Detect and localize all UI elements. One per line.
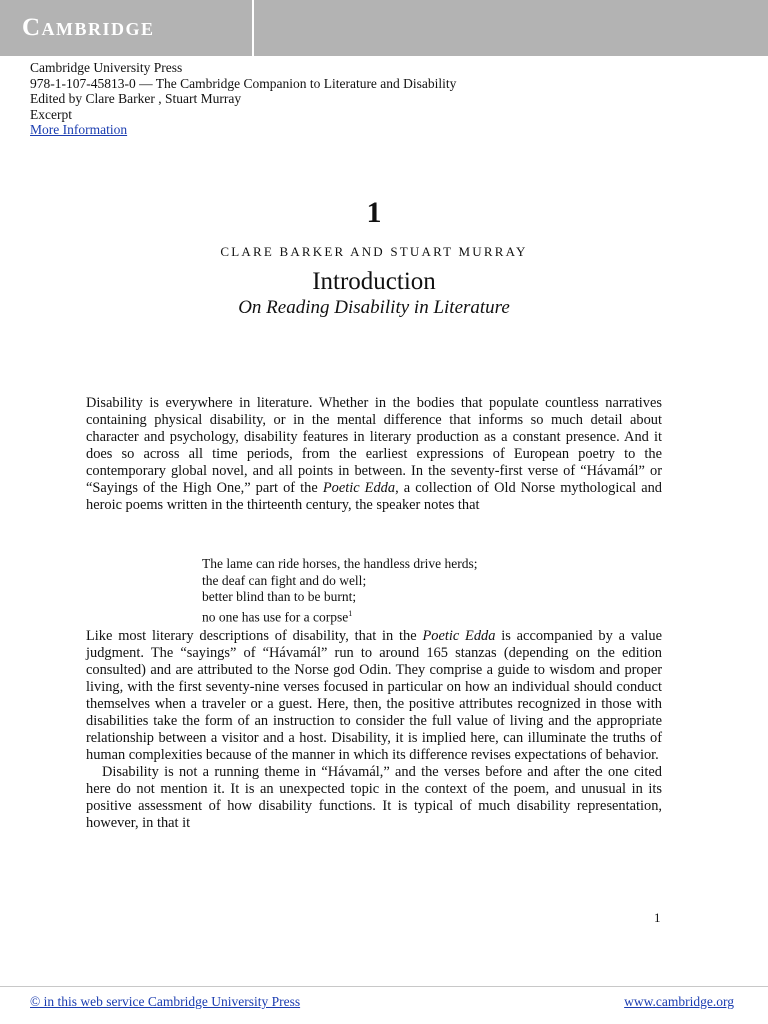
- poetic-edda-title: Poetic Edda: [422, 628, 496, 644]
- publisher-banner: [0, 0, 768, 56]
- verse-line: no one has use for a corpse: [202, 609, 349, 624]
- chapter-number: 1: [366, 196, 382, 229]
- page-number: 1: [654, 910, 661, 925]
- banner-right-bar: [254, 0, 768, 56]
- isbn-title: 978-1-107-45813-0 — The Cambridge Companion to Literature and Disability: [30, 75, 457, 91]
- paragraph-1: Disability is everywhere in literature. Whether in the bodies that populate countless narratives containing physical disability, or in the mental difference that informs so much detail about character and psychology, disability features in literary production as a constant presence. And it does so across all time periods, from the earliest expressions of European poetry to the contemporary global novel, and all points in between. In the seventy-first verse of “Hávamál” or “Sayings of the High One,” part of the Poetic Edda, a collection of Old Norse mythological and heroic poems written in the thirteenth century, the speaker notes that: [86, 395, 662, 513]
- chapter-authors: CLARE BARKER AND STUART MURRAY: [220, 244, 528, 259]
- copyright-link[interactable]: © in this web service Cambridge University Press: [30, 994, 301, 1009]
- editors: Edited by Clare Barker , Stuart Murray: [30, 91, 242, 106]
- publisher-name: Cambridge University Press: [30, 60, 183, 75]
- more-information-link[interactable]: More Information: [30, 122, 128, 137]
- cambridge-logo: Cambridge: [22, 14, 155, 41]
- footnote-marker[interactable]: 1: [348, 608, 353, 618]
- excerpt-label: Excerpt: [30, 106, 72, 122]
- book-metadata: [30, 60, 456, 138]
- page-footer: [0, 986, 768, 1009]
- verse-line: The lame can ride horses, the handless drive herds;: [202, 556, 478, 571]
- website-link[interactable]: www.cambridge.org: [624, 994, 734, 1009]
- chapter-title: Introduction: [312, 268, 436, 295]
- body-text-bottom: [86, 628, 662, 832]
- body-text-top: [86, 395, 662, 514]
- paragraph-2: Like most literary descriptions of disability, that in the Poetic Edda is accompanied by a value judgment. The “sayings” of “Hávamál” run to around 165 stanzas (depending on the edition consulted) and are attributed to the Norse god Odin. They comprise a guide to wisdom and proper living, with the first seventy-nine verses focused in particular on how an individual should conduct themselves when a traveler or a guest. Here, then, the positive attributes recognized in those with disabilities take the form of an instruction to consider the full value of living and the appropriate relationship between a visitor and a host. Disability, it is implied here, can illuminate the truths of human complexities because of the manner in which its difference revises expectations of behavior.: [86, 628, 662, 763]
- verse-line: better blind than to be burnt;: [202, 589, 357, 604]
- verse-line: the deaf can fight and do well;: [202, 572, 367, 588]
- verse-quotation: [202, 556, 478, 626]
- poetic-edda-title: Poetic Edda: [322, 480, 396, 496]
- chapter-subtitle: On Reading Disability in Literature: [238, 297, 510, 318]
- paragraph-3: Disability is not a running theme in “Hávamál,” and the verses before and after the one cited here do not mention it. It is an unexpected topic in the context of the poem, and unusual in its positive assessment of how disability functions. It is typical of much disability representation, however, in that it: [86, 764, 662, 831]
